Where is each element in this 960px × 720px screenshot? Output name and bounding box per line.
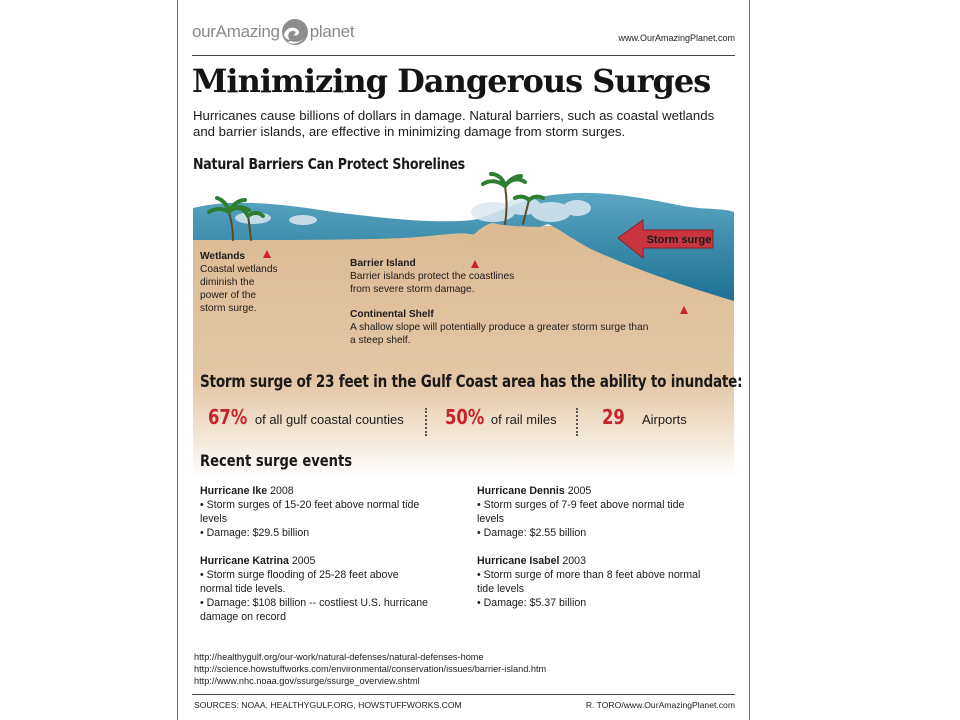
barrier-island-label — [350, 257, 514, 296]
wetlands-text-line: storm surge. — [200, 303, 257, 314]
wetlands-title: Wetlands — [200, 251, 246, 262]
stat-label: Airports — [642, 412, 687, 427]
stat-label: of rail miles — [490, 412, 557, 427]
event-year: 2005 — [567, 485, 592, 497]
barrier-island-text-line: from severe storm damage. — [350, 284, 475, 295]
recent-events-title: Recent surge events — [200, 451, 353, 470]
event-hurricane-katrina — [200, 554, 462, 624]
page-title: Minimizing Dangerous Surges — [192, 62, 711, 100]
planet-swirl-icon — [281, 18, 309, 46]
barrier-island-title: Barrier Island — [350, 258, 416, 269]
source-links — [194, 651, 546, 687]
footer-divider — [192, 694, 735, 695]
logo-text-left: ourAmazing — [192, 22, 280, 41]
wetlands-text-line: power of the — [200, 290, 257, 301]
event-line: • Storm surges of 15-20 feet above normal tide — [200, 499, 420, 511]
event-hurricane-dennis — [477, 484, 739, 540]
stat-counties — [208, 405, 404, 429]
stat-divider — [425, 408, 427, 436]
stat-rail-miles — [445, 405, 557, 429]
event-line: • Storm surges of 7-9 feet above normal tide — [477, 499, 685, 511]
event-year: 2008 — [270, 485, 294, 497]
wetlands-text-line: Coastal wetlands — [200, 264, 278, 275]
event-year: 2005 — [291, 555, 316, 567]
wetlands-text-line: diminish the — [200, 277, 255, 288]
event-name: Hurricane Isabel — [477, 555, 560, 567]
continental-shelf-text-line: a steep shelf. — [350, 335, 411, 346]
event-line: levels — [477, 513, 505, 525]
stat-airports — [602, 405, 687, 429]
author-credit[interactable]: R. TORO/www.OurAmazingPlanet.com — [585, 700, 735, 710]
event-name: Hurricane Dennis — [477, 485, 565, 497]
stat-value: 50% — [445, 405, 485, 429]
event-line: levels — [200, 513, 228, 525]
barrier-island-text-line: Barrier islands protect the coastlines — [350, 271, 515, 282]
event-hurricane-isabel — [477, 554, 739, 610]
infographic — [177, 0, 750, 720]
inundate-heading: Storm surge of 23 feet in the Gulf Coast area has the ability to inundate: — [200, 372, 743, 392]
sources-credit: SOURCES: NOAA, HEALTHYGULF.ORG, HOWSTUFFWORKS.COM — [194, 700, 462, 710]
event-line: • Storm surge flooding of 25-28 feet above — [200, 569, 399, 581]
event-line: damage on record — [200, 611, 286, 623]
event-line: • Damage: $108 billion -- costliest U.S. hurricane — [200, 597, 429, 609]
event-name: Hurricane Katrina — [200, 555, 289, 567]
event-line: normal tide levels. — [200, 583, 286, 595]
continental-shelf-title: Continental Shelf — [350, 309, 434, 320]
event-line: • Damage: $2.55 billion — [477, 527, 587, 539]
event-line: • Damage: $29.5 billion — [200, 527, 310, 539]
continental-shelf-text-line: A shallow slope will potentially produce a greater storm surge than — [350, 322, 649, 333]
source-link[interactable]: http://science.howstuffworks.com/environmental/conservation/issues/barrier-island.htm — [194, 664, 547, 674]
event-year: 2003 — [562, 555, 586, 567]
source-link[interactable]: http://www.nhc.noaa.gov/ssurge/ssurge_overview.shtml — [194, 676, 420, 686]
stat-value: 29 — [602, 405, 625, 429]
source-link[interactable]: http://healthygulf.org/our-work/natural-defenses/natural-defenses-home — [194, 652, 484, 662]
site-url[interactable]: www.OurAmazingPlanet.com — [618, 33, 735, 43]
event-line: • Damage: $5.37 billion — [477, 597, 587, 609]
event-name: Hurricane Ike — [200, 485, 268, 497]
stat-value: 67% — [208, 405, 248, 429]
diagram-title: Natural Barriers Can Protect Shorelines — [193, 155, 465, 173]
header-divider — [192, 55, 735, 56]
event-line: • Storm surge of more than 8 feet above normal — [477, 569, 701, 581]
storm-surge-label: Storm surge — [646, 234, 712, 246]
event-hurricane-ike — [200, 484, 462, 540]
wetlands-label — [200, 250, 278, 315]
intro-paragraph: Hurricanes cause billions of dollars in damage. Natural barriers, such as coastal wetlands and barrier islands, are effective in minimizing damage from storm surges. — [193, 108, 715, 139]
event-line: tide levels — [477, 583, 525, 595]
our-amazing-planet-logo[interactable] — [192, 14, 354, 50]
continental-shelf-label — [350, 308, 648, 347]
logo-text-right: planet — [309, 22, 355, 41]
stat-label: of all gulf coastal counties — [254, 412, 404, 427]
stat-divider — [576, 408, 578, 436]
